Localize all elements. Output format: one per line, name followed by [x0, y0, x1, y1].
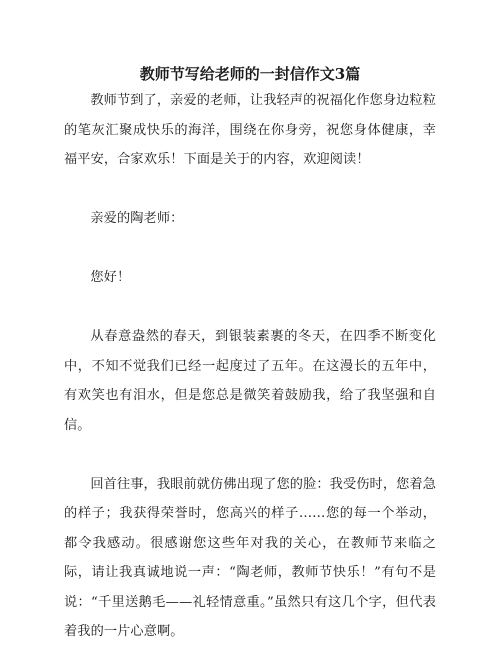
paragraph-spacer	[64, 293, 436, 323]
document-page	[64, 62, 436, 647]
document-title: 教师节写给老师的一封信作文3篇	[139, 65, 361, 83]
greeting: 您好！	[90, 270, 131, 285]
body-paragraph-1: 从春意盎然的春天，到银装素裹的冬天，在四季不断变化中，不知不觉我们已经一起度过了五年。在这漫长的五年中，有欢笑也有泪水，但是您总是微笑着鼓励我，给了我坚强和自信。	[64, 329, 436, 433]
paragraph-spacer	[64, 440, 436, 470]
intro-paragraph: 教师节到了，亲爱的老师，让我轻声的祝福化作您身边粒粒的笔灰汇聚成快乐的海洋，围绕在你身旁，祝您身体健康，幸福平安，合家欢乐！下面是关于的内容，欢迎阅读！	[64, 93, 436, 167]
paragraph-spacer	[64, 175, 436, 205]
salutation: 亲爱的陶老师：	[90, 211, 184, 226]
paragraph-spacer	[64, 234, 436, 264]
body-paragraph-2: 回首往事，我眼前就仿佛出现了您的脸：我受伤时，您着急的样子；我获得荣誉时，您高兴的样子……您的每一个举动，都令我感动。很感谢您这些年对我的关心，在教师节来临之际，请让我真诚地说一声：“陶老师，教师节快乐！”有句不是说：“千里送鹅毛——礼轻情意重。”虽然只有这几个字，但代表着我的一片心意啊。	[64, 476, 436, 639]
